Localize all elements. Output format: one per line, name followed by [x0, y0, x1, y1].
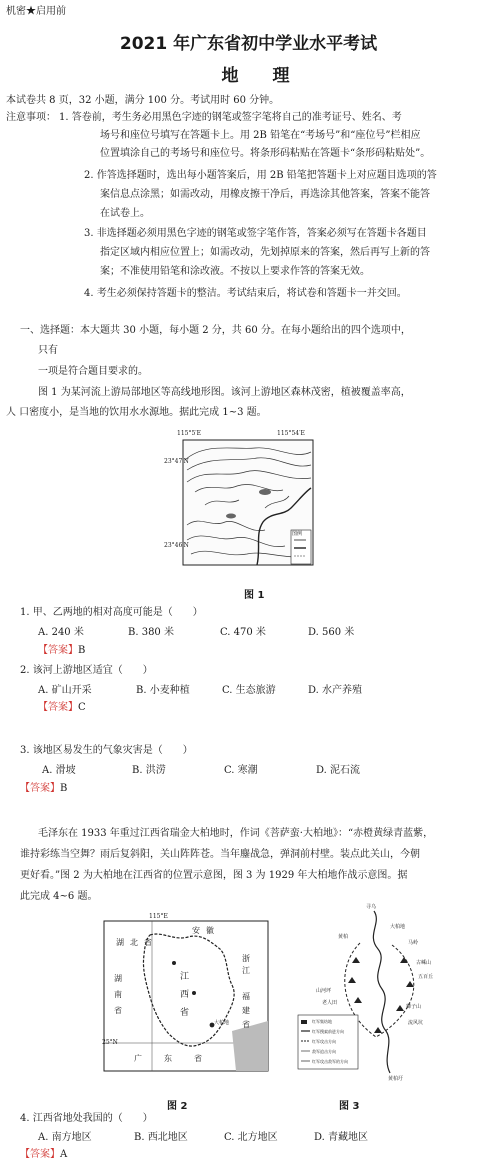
- q3-answer: [20, 781, 67, 796]
- q1-option-b: B. 380 米: [128, 627, 174, 638]
- fig3-label-wubaiqiu: 五百丘: [418, 974, 434, 980]
- q4-options: [38, 1130, 418, 1145]
- fig2-label-hunan-2: 南: [114, 990, 122, 999]
- fig3-legend-2: 红军搜索前进方向: [312, 1029, 344, 1034]
- fig3-legend-3: 红军攻击方向: [312, 1039, 336, 1044]
- fig3-label-liufengkeng: 流风坑: [408, 1020, 424, 1026]
- section-1-heading: 一、选择题：本大题共 30 小题，每小题 2 分，共 60 分。在每小题给出的四个选项中，: [20, 325, 411, 336]
- note-3-line-2: 指定区域内相应位置上；如需改动，先划掉原来的答案，然后再写上新的答: [100, 247, 430, 258]
- q1-option-a: A. 240 米: [38, 627, 84, 638]
- fig1-legend-label: 图例: [292, 531, 303, 537]
- passage-2-line-3: 更好看。”图 2 为大柏地在江西省的位置示意图，图 3 为 1929 年大柏地作战示意图。据: [20, 870, 408, 881]
- fig2-label-fujian-1: 福: [242, 992, 250, 1001]
- note-3-line-3: 案；不准使用铅笔和涂改液。不按以上要求作答的答案无效。: [100, 266, 370, 277]
- figure-3-caption: 图 3: [339, 1101, 360, 1112]
- note-4: 4. 考生必须保持答题卡的整洁。考试结束后，将试卷和答题卡一并交回。: [84, 288, 407, 299]
- q3-answer-value: B: [60, 783, 68, 794]
- note-2-line-3: 在试卷上。: [100, 208, 150, 219]
- q4-stem: 4. 江西省地处我国的（ ）: [20, 1113, 153, 1124]
- fig2-label-jiangxi-1: 江: [180, 972, 190, 982]
- q2-answer: [38, 700, 86, 715]
- q3-option-c: C. 寒潮: [224, 765, 258, 776]
- section-1-line-2: 只有: [38, 345, 58, 356]
- secret-label: 机密★启用前: [6, 6, 66, 17]
- figure-2-caption: 图 2: [167, 1101, 188, 1112]
- q3-option-b: B. 洪涝: [132, 765, 166, 776]
- fig1-lat-top: 23°47′N: [164, 458, 189, 465]
- passage-2-line-1: 毛泽东在 1933 年重过江西省瑞金大柏地时，作词《菩萨蛮·大柏地》：“赤橙黄绿青蓝紫，: [38, 828, 434, 839]
- q3-option-d: D. 泥石流: [316, 765, 361, 776]
- fig2-label-zhejiang-2: 江: [242, 966, 250, 975]
- fig2-label-hubei-1: 湖: [116, 938, 124, 947]
- fig3-legend-1: 红军集结地: [312, 1019, 332, 1024]
- fig2-label-fujian-3: 省: [242, 1020, 250, 1029]
- q2-answer-label: 【答案】: [38, 702, 78, 713]
- fig2-label-anhui-1: 安: [192, 926, 200, 935]
- fig1-lat-bottom: 23°46′N: [164, 542, 189, 549]
- fig3-legend-5: 红军攻击敌军的方向: [312, 1059, 348, 1064]
- fig2-label-guangdong-3: 省: [194, 1054, 202, 1063]
- note-2-line-1: 2. 作答选择题时，选出每小题答案后，用 2B 铅笔把答题卡上对应题目选项的答: [84, 170, 437, 181]
- fig2-label-hunan-1: 湖: [114, 974, 122, 983]
- fig2-label-jiangxi-2: 西: [180, 990, 190, 1000]
- subject-title: 地 理: [221, 66, 304, 86]
- fig3-label-dabodi: 大柏地: [390, 924, 406, 930]
- figure-3-battle-map: [290, 903, 455, 1083]
- passage-1-line-2: 人 口密度小，是当地的饮用水水源地。据此完成 1~3 题。: [6, 407, 267, 418]
- figure-2-jiangxi-map: [102, 913, 272, 1081]
- q2-option-a: A. 矿山开采: [38, 685, 92, 696]
- note-2-line-2: 案信息点涂黑；如需改动，用橡皮擦干净后，再选涂其他答案，答案不能答: [100, 189, 430, 200]
- q4-answer-label: 【答案】: [20, 1149, 60, 1160]
- fig3-legend-4: 敌军追击方向: [312, 1049, 336, 1054]
- fig3-label-huangboxu: 黄柏圩: [388, 1076, 404, 1082]
- lake-marker-2: [226, 514, 236, 519]
- passage-1-line-1: 图 1 为某河流上游局部地区等高线地形图。该河上游地区森林茂密，植被覆盖率高，: [38, 387, 411, 398]
- q1-stem: 1. 甲、乙两地的相对高度可能是（ ）: [20, 607, 203, 618]
- q2-options: [38, 683, 398, 698]
- fig1-lon-left: 115°5′E: [177, 430, 202, 437]
- fig2-label-jiangxi-3: 省: [180, 1008, 190, 1018]
- passage-2-line-2: 谁持彩练当空舞？雨后复斜阳，关山阵阵苍。当年鏖战急，弹洞前村壁。装点此关山，今朝: [20, 849, 420, 860]
- passage-2-line-4: 此完成 4~6 题。: [20, 891, 98, 902]
- fig2-label-hunan-3: 省: [114, 1006, 122, 1015]
- q4-option-b: B. 西北地区: [134, 1132, 188, 1143]
- q1-answer: [38, 643, 85, 658]
- fig3-label-xunwu: 寻乌: [366, 904, 377, 910]
- note-1-line-3: 位置填涂自己的考场号和座位号。将条形码粘贴在答题卡“条形码粘贴处”。: [100, 148, 431, 159]
- q4-answer: [20, 1147, 67, 1162]
- fig3-label-maling: 马岭: [408, 940, 419, 946]
- q3-stem: 3. 该地区易发生的气象灾害是（ ）: [20, 745, 193, 756]
- figure-1-topo-map: [165, 430, 335, 580]
- q4-answer-value: A: [60, 1149, 68, 1160]
- fig2-label-dabodi: 大柏地: [214, 1020, 230, 1026]
- q3-option-a: A. 滑坡: [42, 765, 76, 776]
- q4-option-c: C. 北方地区: [224, 1132, 278, 1143]
- fig2-label-hubei-3: 省: [144, 938, 152, 947]
- fig3-label-gushengshan: 古嵊山: [416, 960, 432, 966]
- fig3-label-shanheping: 山河坪: [316, 988, 332, 994]
- note-3-line-1: 3. 非选择题必须用黑色字迹的钢笔或签字笔作答，答案必须写在答题卡各题目: [84, 228, 427, 239]
- fig1-lon-right: 115°54′E: [277, 430, 305, 437]
- q4-option-a: A. 南方地区: [38, 1132, 92, 1143]
- topo-map-svg: [165, 430, 335, 580]
- fig3-label-shizishan: 狮子山: [406, 1004, 422, 1010]
- exam-title: 2021 年广东省初中学业水平考试: [119, 34, 378, 54]
- lake-marker: [259, 489, 271, 495]
- note-1-line-1: 1. 答卷前，考生务必用黑色字迹的钢笔或签字笔将自己的准考证号、姓名、考: [59, 112, 402, 123]
- section-1-line-3: 一项是符合题目要求的。: [38, 366, 148, 377]
- battle-map-svg: [290, 903, 455, 1083]
- note-1-line-2: 场号和座位号填写在答题卡上。用 2B 铅笔在“考场号”和“座位号”栏相应: [100, 130, 421, 141]
- fig2-lat-label: 25°N: [102, 1039, 118, 1046]
- figure-1-caption: 图 1: [244, 590, 265, 601]
- q3-answer-label: 【答案】: [20, 783, 60, 794]
- fig3-label-huangbo: 黄柏: [338, 934, 349, 940]
- notes-label: 注意事项：: [6, 112, 56, 123]
- fig2-label-anhui-2: 徽: [206, 926, 214, 935]
- q3-options: [42, 763, 402, 778]
- fig2-label-guangdong-2: 东: [164, 1054, 172, 1063]
- q2-answer-value: C: [78, 702, 86, 713]
- fig2-lon-label: 115°E: [149, 913, 168, 920]
- q2-option-b: B. 小麦种植: [136, 685, 190, 696]
- q1-options: [38, 625, 398, 640]
- fig2-label-guangdong-1: 广: [134, 1054, 142, 1063]
- fig2-label-zhejiang-1: 浙: [242, 954, 250, 963]
- q2-option-c: C. 生态旅游: [222, 685, 276, 696]
- fig2-label-fujian-2: 建: [242, 1006, 250, 1015]
- exam-intro: 本试卷共 8 页，32 小题，满分 100 分。考试用时 60 分钟。: [6, 95, 280, 106]
- q1-answer-value: B: [78, 645, 86, 656]
- fig2-label-hubei-2: 北: [130, 938, 138, 947]
- q1-answer-label: 【答案】: [38, 645, 78, 656]
- q2-option-d: D. 水产养殖: [308, 685, 363, 696]
- q1-option-d: D. 560 米: [308, 627, 355, 638]
- q2-stem: 2. 该河上游地区适宜（ ）: [20, 665, 153, 676]
- q1-option-c: C. 470 米: [220, 627, 266, 638]
- q4-option-d: D. 青藏地区: [314, 1132, 369, 1143]
- fig3-label-laorentian: 老人田: [322, 1000, 338, 1006]
- route-line: [373, 911, 390, 1073]
